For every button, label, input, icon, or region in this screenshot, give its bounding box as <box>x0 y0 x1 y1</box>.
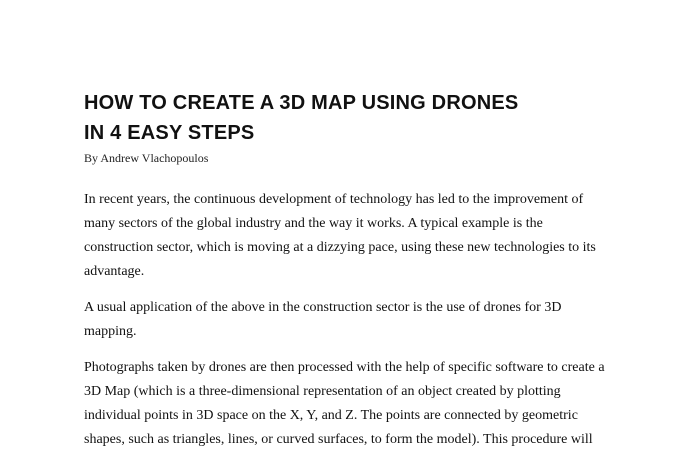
paragraph-line: A usual application of the above in the construction sector is the use of drones for 3D <box>84 300 562 315</box>
paragraph-line: individual points in 3D space on the X, Y, and Z. The points are connected by geometric <box>84 408 578 423</box>
paragraph-line: Photographs taken by drones are then processed with the help of specific software to create a <box>84 360 605 375</box>
title-line: IN 4 EASY STEPS <box>84 122 255 144</box>
paragraph-line: In recent years, the continuous development of technology has led to the improvement of <box>84 192 584 207</box>
article-content <box>84 88 604 459</box>
paragraph-line: advantage. <box>84 264 145 279</box>
author-byline: By Andrew Vlachopoulos <box>84 151 209 165</box>
article-title <box>84 88 604 148</box>
paragraph-line: many sectors of the global industry and the way it works. A typical example is the <box>84 216 543 231</box>
paragraph-line: shapes, such as triangles, lines, or curved surfaces, to form the model). This procedure will <box>84 432 593 447</box>
paragraph-intro <box>84 188 604 284</box>
paragraph-line: construction sector, which is moving at a dizzying pace, using these new technologies to its <box>84 240 596 255</box>
title-line: HOW TO CREATE A 3D MAP USING DRONES <box>84 92 519 114</box>
paragraph-3d-map <box>84 356 604 452</box>
paragraph-line: 3D Map (which is a three-dimensional representation of an object created by plotting <box>84 384 561 399</box>
article-body <box>84 188 604 452</box>
paragraph-line: mapping. <box>84 324 137 339</box>
paragraph-drones-application <box>84 296 604 344</box>
